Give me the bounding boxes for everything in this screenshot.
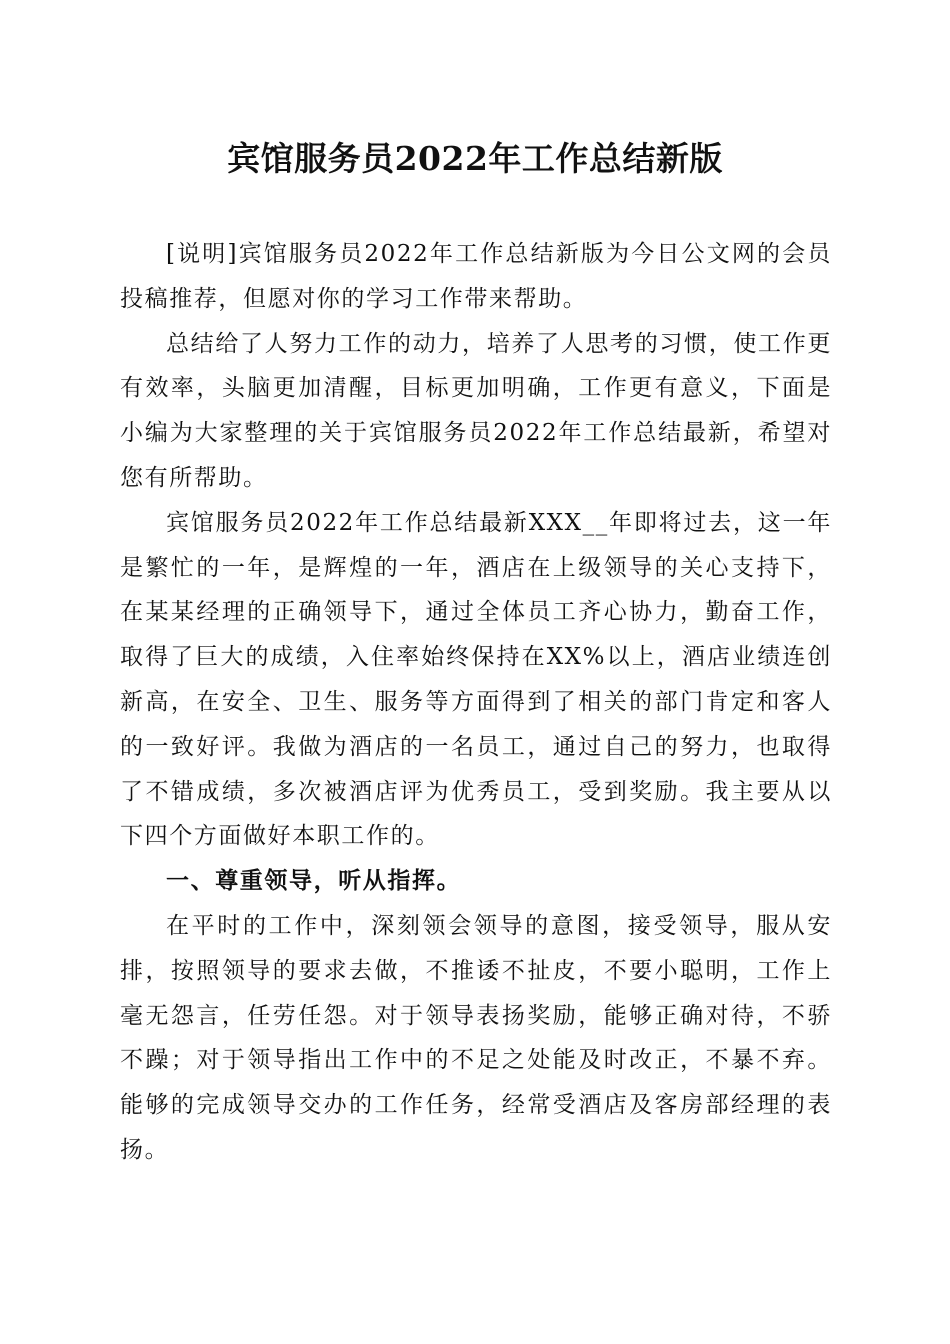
main-paragraph: 宾馆服务员2022年工作总结最新XXX__年即将过去，这一年是繁忙的一年，是辉煌的一年，酒店在上级领导的关心支持下，在某某经理的正确领导下，通过全体员工齐心协力，勤奋工作，取得了巨大的成绩，入住率始终保持在XX%以上，酒店业绩连创新高，在安全、卫生、服务等方面得到了相关的部门肯定和客人的一致好评。我做为酒店的一名员工，通过自己的努力，也取得了不错成绩，多次被酒店评为优秀员工，受到奖励。我主要从以下四个方面做好本职工作的。	[120, 509, 832, 850]
section-paragraph: 在平时的工作中，深刻领会领导的意图，接受领导，服从安排，按照领导的要求去做，不推诿不扯皮，不要小聪明，工作上毫无怨言，任劳任怨。对于领导表扬奖励，能够正确对待，不骄不躁；对于领导指出工作中的不足之处能及时改正，不暴不弃。能够的完成领导交办的工作任务，经常受酒店及客房部经理的表扬。	[120, 912, 832, 1163]
document-title: 宾馆服务员2022年工作总结新版	[227, 139, 723, 178]
intro-note-paragraph: [说明]宾馆服务员2022年工作总结新版为今日公文网的会员投稿推荐，但愿对你的学习工作带来帮助。	[120, 241, 832, 312]
section-heading: 一、尊重领导，听从指挥。	[166, 867, 462, 895]
document-body	[120, 232, 832, 1173]
summary-paragraph: 总结给了人努力工作的动力，培养了人思考的习惯，使工作更有效率，头脑更加清醒，目标更加明确，工作更有意义，下面是小编为大家整理的关于宾馆服务员2022年工作总结最新，希望对您有所帮助。	[120, 330, 832, 491]
